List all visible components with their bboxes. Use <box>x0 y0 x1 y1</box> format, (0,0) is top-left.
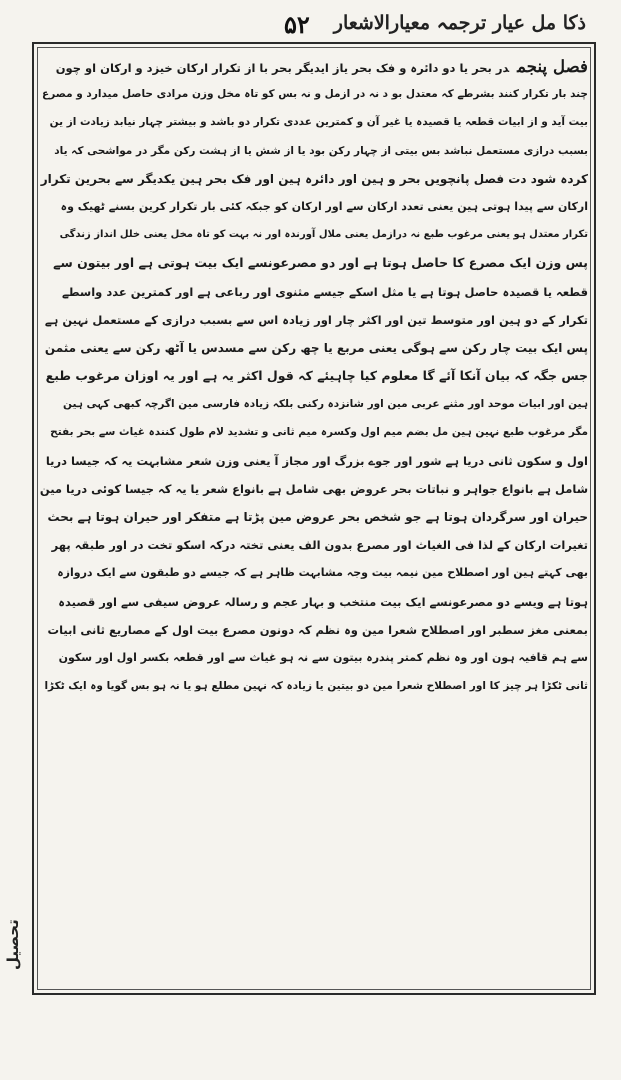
section-heading: فصل پنجم <box>517 56 588 76</box>
text-line: بھی کہتے ہین اور اصطلاح مین نیمہ بیت وجہ مشابہت ظاہر ہے کہ جیسے دو طبقون سے ایک دروازہ <box>57 566 588 580</box>
text-line: تکرار معتدل ہو یعنی مرغوب طبع نہ درازمل یعنی ملال آورندہ اور نہ بہت کو تاہ مخل یعنی خلل انداز زندگی <box>59 229 588 241</box>
running-title: ذکا مل عیار ترجمہ معیارالاشعار <box>333 12 586 34</box>
page-number: ۵۲ <box>284 10 310 39</box>
text-line: تغیرات ارکان کے لذا فی الغیاث اور مصرع بدون الف یعنی تختہ درکہ اسکو تخت در اور طبقہ پھر <box>51 538 588 553</box>
text-line: حیران اور سرگردان ہوتا ہے جو شخص بحر عروض مین پڑتا ہے متفکر اور حیران ہوتا ہے بحث <box>47 510 588 524</box>
text-line <box>40 52 588 80</box>
text-line: چند بار تکرار کنند بشرطے کہ معتدل بو د نہ در ازمل و نہ بس کو تاہ مخل وزن مرادی حاصل میدارد و مصرع <box>42 88 588 101</box>
text-line: جس جگہ کہ بیان آنکا آئے گا معلوم کیا چاہیئے کہ قول اکثر یہ ہے اور یہ اوزان مرغوب طبع <box>45 368 588 384</box>
text-line: مگر مرغوب طبع نہین ہین مل بضم میم اول وکسرہ میم ثانی و تشدید لام طول کنندہ غیاث سے بحر بفتح <box>50 426 588 439</box>
text-line: بمعنی مغز سطبر اور اصطلاح شعرا مین وہ نظم کہ دونون مصرع بیت اول کے مصاریع ثانی ابیات <box>47 622 588 637</box>
margin-handwritten-note: تحصیل <box>4 919 22 970</box>
text-line: بسبب درازی مستعمل نباشد بس بیتی از چہار رکن بود یا از شش یا از ہشت رکن مگر در مواشحی کہ یاد <box>54 144 588 157</box>
text-line: اول و سکون ثانی دریا ہے شور اور جوے بزرگ اور مجاز آ یعنی وزن شعر مشابہت یہ کہ جیسا دریا <box>45 453 588 468</box>
text-line: شامل ہے بانواع جواہر و نباتات بحر عروض بھی شامل ہے بانواع شعر یا یہ کہ جیسا کوئی دریا مین <box>40 481 588 496</box>
line-text: در بحر یا دو دائرہ و فک بحر یاز ایدیگر بحر با از تکرار ارکان خیزد و ارکان او چون <box>55 61 510 75</box>
text-line: تکرار کے دو ہین اور متوسط تین اور اکثر چار اور زیادہ اس سے بسبب درازی کے مستعمل نہین ہے <box>44 312 588 327</box>
text-line: ثانی ٹکڑا ہر چیز کا اور اصطلاح شعرا مین دو بیتین یا زیادہ کہ نہین مطلع ہو یا نہ ہو بس گویا وہ ایک ٹکڑا <box>44 680 588 693</box>
text-line: ہوتا ہے ویسے دو مصرعونسے ایک بیت منتخب و بہار عجم و رسالہ عروض سیفی سے اور قصیدہ <box>58 594 588 609</box>
text-line: قطعہ یا قصیدہ حاصل ہوتا ہے یا مثل اسکے جیسے مثنوی اور رباعی ہے اور کمترین عدد واسطے <box>61 284 588 299</box>
page-header <box>34 8 594 42</box>
text-line: بیت آید و از ابیات قطعہ یا قصیدہ یا غیر آن و کمترین عددی تکرار دو باشد و بیشتر چہار نیابد زیادت از ین <box>49 116 588 129</box>
text-line: پس وزن ایک مصرع کا حاصل ہوتا ہے اور دو مصرعونسے ایک بیت ہوتی ہے اور بیتون سے <box>53 255 588 271</box>
text-line: سے ہم قافیہ ہون اور وہ نظم کمتر پندرہ بیتون سے نہ ہو غیاث سے اور قطعہ بکسر اول اور سکون <box>58 650 588 664</box>
body-text <box>40 52 588 987</box>
text-line: ارکان سے پیدا ہوتی ہین یعنی تعدد ارکان سے اور ارکان کو جبکہ کئی بار تکرار کرین بسنے ٹھیک وہ <box>60 199 588 213</box>
text-line: کردہ شود دت فصل پانچویں بحر و ہین اور دائرہ ہین اور فک بحر ہین یکدیگر سے بحرین تکرار <box>40 171 588 186</box>
text-line: ہین اور ابیات موحد اور مثنے عربی مین اور شانزدہ رکنی بلکہ زیادہ فارسی مین اگرچہ کبھی کہی ہین <box>63 398 588 411</box>
text-line: پس ایک بیت چار رکن سے ہوگی یعنی مربع یا چھ رکن سے مسدس یا آٹھ رکن سے یعنی مثمن <box>44 340 588 355</box>
